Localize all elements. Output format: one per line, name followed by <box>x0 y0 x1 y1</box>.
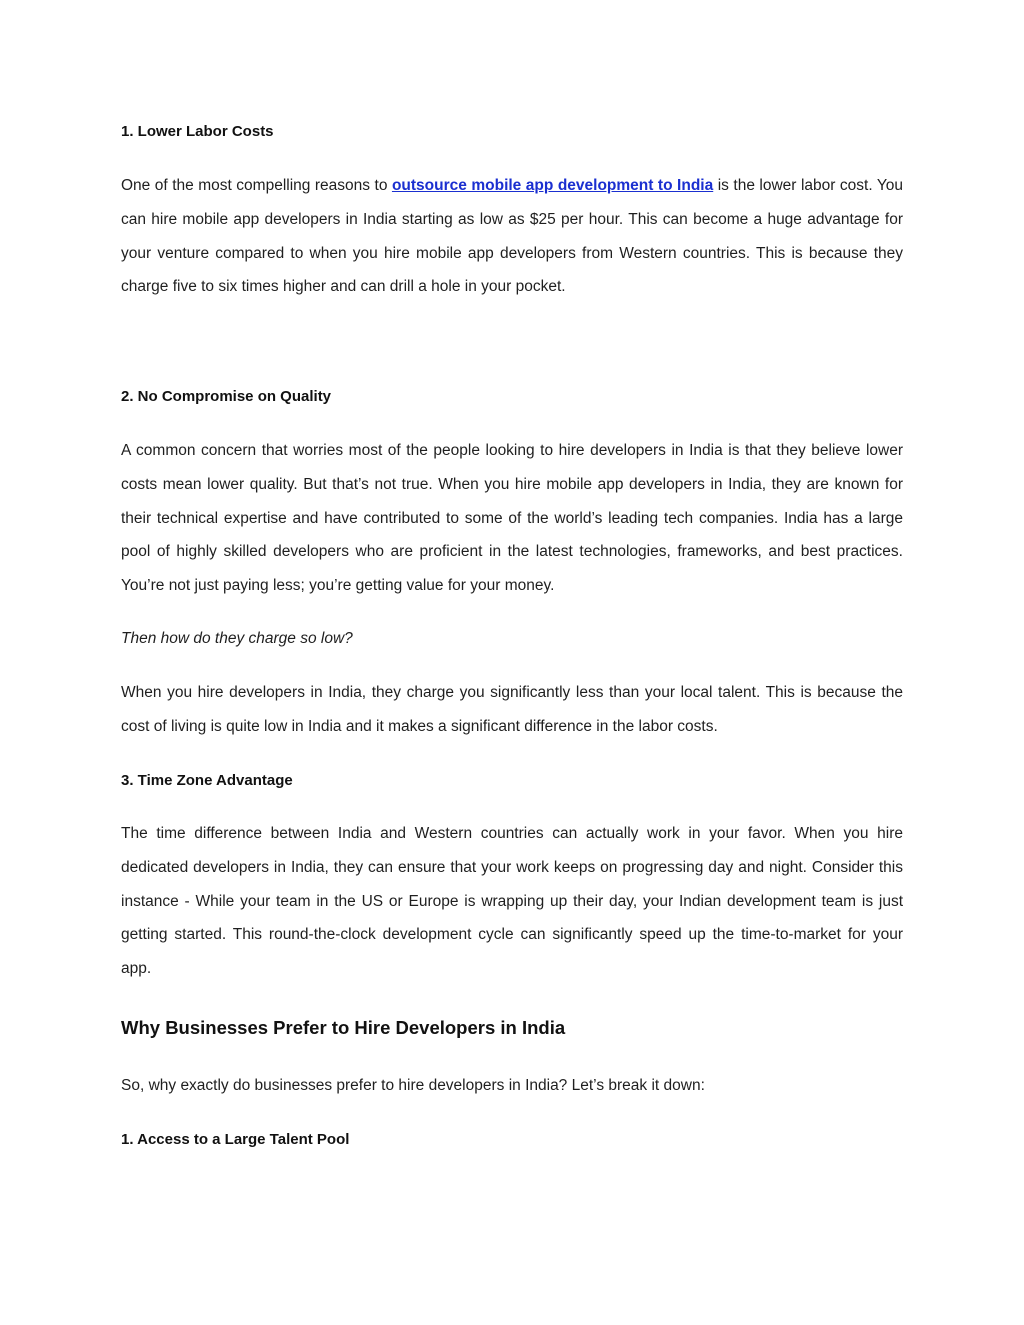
heading-access-talent-pool: 1. Access to a Large Talent Pool <box>121 1131 350 1148</box>
paragraph-quality: A common concern that worries most of the people looking to hire developers in India is that they believe lower costs mean lower quality. But that’s not true. When you hire mobile app developers in India, they are known for their technical expertise and have contributed to some of the world’s leading tech companies. India has a large pool of highly skilled developers who are proficient in the latest technologies, frameworks, and best practices. You’re not just paying less; you’re getting value for your money. <box>121 442 903 595</box>
paragraph-cost-of-living: When you hire developers in India, they charge you significantly less than your local talent. This is because the cost of living is quite low in India and it makes a significant difference in the labor costs. <box>121 684 903 735</box>
heading-lower-labor-costs: 1. Lower Labor Costs <box>121 123 274 140</box>
paragraph-text-after-link: is the lower labor cost. You can hire mobile app developers in India starting as low as $25 per hour. This can become a huge advantage for your venture compared to when you hire mobile app developers from Western countries. This is because they charge five to six times higher and can drill a hole in your pocket. <box>121 177 903 296</box>
heading-time-zone-advantage: 3. Time Zone Advantage <box>121 772 293 789</box>
question-charge-low: Then how do they charge so low? <box>121 630 353 647</box>
document-page <box>121 0 903 1325</box>
paragraph-time-zone: The time difference between India and Western countries can actually work in your favor. When you hire dedicated developers in India, they can ensure that your work keeps on progressing day and night. Consider this instance - While your team in the US or Europe is wrapping up their day, your Indian development team is just getting started. This round-the-clock development cycle can significantly speed up the time-to-market for your app. <box>121 825 903 978</box>
paragraph-lower-labor-costs <box>121 169 903 304</box>
heading-no-compromise-quality: 2. No Compromise on Quality <box>121 388 332 405</box>
heading-why-businesses-prefer: Why Businesses Prefer to Hire Developers in India <box>121 1017 566 1038</box>
paragraph-text-before-link: One of the most compelling reasons to <box>121 177 392 194</box>
outsource-link[interactable]: outsource mobile app development to India <box>391 177 714 194</box>
paragraph-why-intro: So, why exactly do businesses prefer to hire developers in India? Let’s break it down: <box>121 1077 705 1094</box>
